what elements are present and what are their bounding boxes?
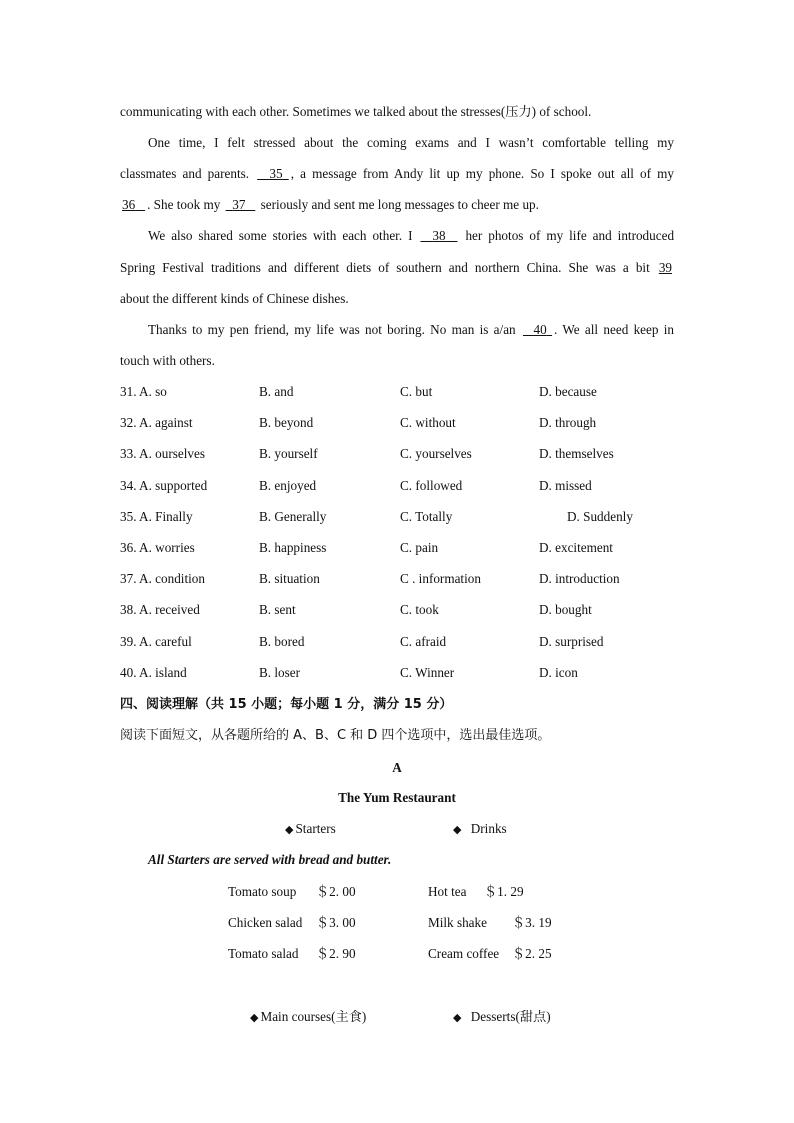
text-fragment: classmates and parents. <box>120 166 250 181</box>
passage-line <box>120 197 539 213</box>
section-instruction: 阅读下面短文，从各题所给的 A、B、C 和 D 四个选项中，选出最佳选项。 <box>120 728 551 743</box>
diamond-bullet-icon: ◆ <box>453 823 462 836</box>
question-option-d[interactable]: D. surprised <box>539 633 604 649</box>
question-option-c[interactable]: C. but <box>400 384 433 399</box>
question-option-d[interactable]: D. icon <box>539 664 578 680</box>
question-option-d[interactable]: D. introduction <box>539 571 620 587</box>
question-option-b[interactable]: B. bored <box>259 633 305 649</box>
blank-37[interactable] <box>224 197 258 212</box>
question-option-d[interactable]: D. missed <box>539 477 592 493</box>
question-option-d[interactable]: D. bought <box>539 602 592 618</box>
question-option-b[interactable]: B. happiness <box>259 540 327 555</box>
drink-item-name: Hot tea <box>428 884 467 899</box>
question-option-c[interactable]: C. yourselves <box>400 446 472 462</box>
question-option-c[interactable]: C. Totally <box>400 508 453 524</box>
blank-39[interactable] <box>657 260 674 275</box>
blank-number: 36 <box>122 197 136 212</box>
passage-letter: A <box>392 760 402 775</box>
question-option-b[interactable]: B. loser <box>259 664 301 680</box>
blank-number: 37 <box>232 197 246 212</box>
passage-line <box>148 228 674 244</box>
starters-label: Starters <box>295 821 336 836</box>
main-courses-header <box>250 1009 366 1026</box>
starter-item-price: ＄2. 90 <box>316 946 356 961</box>
question-option-a[interactable]: 33. A. ourselves <box>120 446 205 462</box>
text-fragment: . We all need keep in <box>554 322 675 337</box>
question-option-c[interactable]: C. followed <box>400 477 463 493</box>
passage-line <box>120 260 674 276</box>
desserts-label: Desserts(甜点) <box>467 1009 551 1024</box>
question-option-b[interactable]: B. enjoyed <box>259 477 317 493</box>
question-option-c[interactable]: C. without <box>400 415 456 431</box>
question-option-d[interactable]: D. Suddenly <box>567 508 633 524</box>
question-option-d[interactable]: D. because <box>539 384 597 399</box>
drinks-header <box>453 821 507 838</box>
diamond-bullet-icon: ◆ <box>285 823 294 836</box>
blank-number: 38 <box>432 228 446 243</box>
starter-item-name: Tomato soup <box>228 884 297 899</box>
starter-item-price: ＄2. 00 <box>316 884 356 899</box>
question-option-d[interactable]: D. excitement <box>539 540 613 555</box>
question-option-b[interactable]: B. yourself <box>259 446 318 462</box>
question-option-c[interactable]: C. Winner <box>400 664 455 680</box>
blank-number: 35 <box>269 166 283 181</box>
passage-line: about the different kinds of Chinese dishes. <box>120 291 349 306</box>
passage-line: touch with others. <box>120 353 215 368</box>
starters-header <box>285 821 336 838</box>
question-option-b[interactable]: B. Generally <box>259 508 327 524</box>
drinks-label: Drinks <box>467 821 507 836</box>
question-option-d[interactable]: D. through <box>539 415 597 431</box>
menu-title: The Yum Restaurant <box>338 790 456 805</box>
question-option-c[interactable]: C. took <box>400 602 439 618</box>
text-fragment: We also shared some stories with each other. I <box>148 228 413 243</box>
question-option-c[interactable]: C . information <box>400 571 481 587</box>
passage-line <box>120 166 674 182</box>
question-option-d[interactable]: D. themselves <box>539 446 614 462</box>
blank-number: 40 <box>533 322 547 337</box>
main-courses-label: Main courses(主食) <box>260 1009 367 1024</box>
question-option-b[interactable]: B. and <box>259 384 294 399</box>
starter-item-name: Chicken salad <box>228 915 303 930</box>
question-option-a[interactable]: 37. A. condition <box>120 571 205 587</box>
text-fragment: Thanks to my pen friend, my life was not boring. No man is a/an <box>148 322 516 337</box>
blank-36[interactable] <box>120 197 147 212</box>
text-fragment: her photos of my life and introduced <box>465 228 675 243</box>
passage-line: One time, I felt stressed about the coming exams and I wasn’t comfortable telling my <box>148 135 674 150</box>
question-option-a[interactable]: 39. A. careful <box>120 633 192 649</box>
blank-35[interactable] <box>255 166 291 181</box>
text-fragment: , a message from Andy lit up my phone. So I spoke out all of my <box>290 166 674 181</box>
question-option-a[interactable]: 40. A. island <box>120 664 187 680</box>
starters-note: All Starters are served with bread and butter. <box>148 852 392 867</box>
question-option-b[interactable]: B. situation <box>259 571 320 587</box>
drink-item-price: ＄2. 25 <box>512 946 552 961</box>
section-heading: 四、阅读理解（共 15 小题；每小题 1 分，满分 15 分） <box>120 697 453 712</box>
diamond-bullet-icon: ◆ <box>453 1011 462 1024</box>
blank-40[interactable] <box>521 322 554 337</box>
starter-item-price: ＄3. 00 <box>316 915 356 930</box>
text-fragment: Spring Festival traditions and different diets of southern and northern China. She was a bit <box>120 260 650 275</box>
drink-item-price: ＄1. 29 <box>484 884 524 899</box>
question-option-a[interactable]: 35. A. Finally <box>120 508 193 524</box>
text-fragment: . She took my <box>147 197 221 212</box>
text-fragment: seriously and sent me long messages to cheer me up. <box>260 197 539 212</box>
question-option-a[interactable]: 32. A. against <box>120 415 193 431</box>
question-option-b[interactable]: B. beyond <box>259 415 314 431</box>
drink-item-name: Milk shake <box>428 915 487 930</box>
drink-item-price: ＄3. 19 <box>512 915 552 930</box>
desserts-header <box>453 1009 551 1026</box>
question-option-c[interactable]: C. afraid <box>400 633 447 649</box>
question-option-a[interactable]: 31. A. so <box>120 384 167 399</box>
question-option-c[interactable]: C. pain <box>400 540 439 555</box>
starter-item-name: Tomato salad <box>228 946 299 961</box>
passage-line: communicating with each other. Sometimes we talked about the stresses(压力) of school. <box>120 104 592 119</box>
drink-item-name: Cream coffee <box>428 946 500 961</box>
blank-number: 39 <box>658 260 673 275</box>
question-option-b[interactable]: B. sent <box>259 602 296 618</box>
diamond-bullet-icon: ◆ <box>250 1011 259 1024</box>
passage-line <box>148 322 674 338</box>
question-option-a[interactable]: 34. A. supported <box>120 477 208 493</box>
question-option-a[interactable]: 38. A. received <box>120 602 200 618</box>
blank-38[interactable] <box>418 228 459 243</box>
question-option-a[interactable]: 36. A. worries <box>120 540 195 555</box>
